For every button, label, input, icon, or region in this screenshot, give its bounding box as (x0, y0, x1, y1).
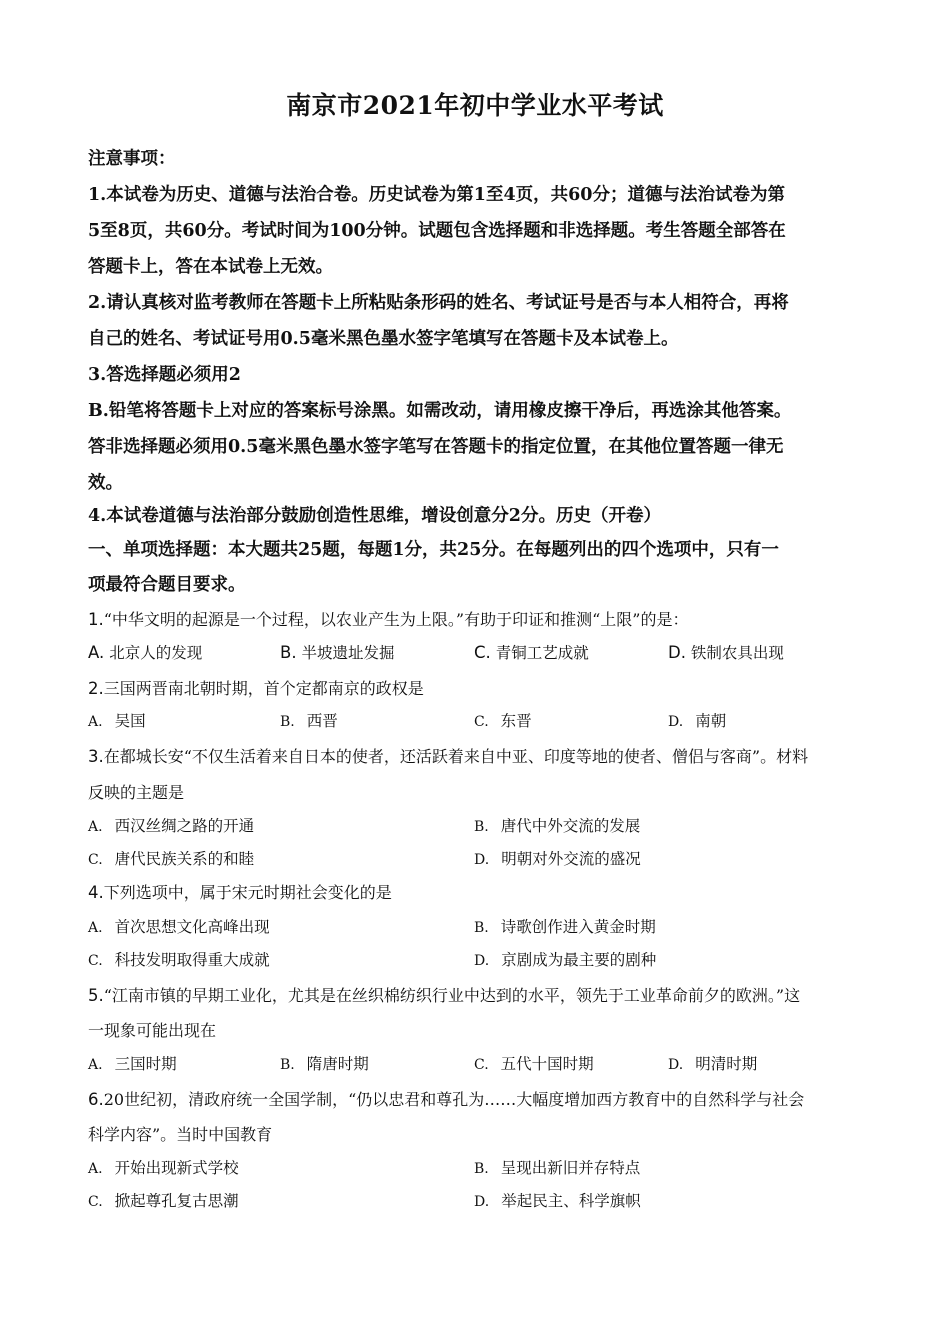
notice-line: 4.本试卷道德与法治部分鼓励创造性思维，增设创意分2分。历史（开卷） (88, 506, 661, 526)
option-letter: A. (88, 819, 103, 835)
option-text: 明清时期 (695, 1055, 758, 1073)
question-text: 20世纪初，清政府统一全国学制，“仍以忠君和尊孔为……大幅度增加西方教育中的自然科学与社会 (103, 1090, 805, 1109)
option-letter: D. (474, 852, 490, 868)
question-text: 下列选项中，属于宋元时期社会变化的是 (103, 883, 392, 902)
option-letter: B. (280, 714, 295, 730)
question-1-option-a (88, 638, 202, 668)
option-letter: A. (88, 1161, 103, 1177)
question-text: 三国两晋南北朝时期，首个定都南京的政权是 (103, 679, 424, 698)
question-6-stem-cont: 科学内容”。当时中国教育 (88, 1125, 273, 1144)
option-letter: A. (88, 1057, 103, 1073)
notice-line: 1.本试卷为历史、道德与法治合卷。历史试卷为第1至4页，共60分；道德与法治试卷为第 (88, 185, 785, 205)
option-letter: D. (474, 1194, 490, 1210)
notice-line: 自己的姓名、考试证号用0.5毫米黑色墨水签字笔填写在答题卡及本试卷上。 (88, 329, 679, 349)
option-text: 五代十国时期 (500, 1055, 594, 1073)
question-6-option-b (474, 1153, 640, 1184)
option-text: 铁制农具出现 (690, 644, 784, 662)
option-text: 南朝 (695, 712, 727, 730)
option-text: 明朝对外交流的盛况 (501, 850, 641, 868)
question-5-stem-cont: 一现象可能出现在 (88, 1021, 217, 1040)
option-text: 西晋 (306, 712, 338, 730)
option-text: 诗歌创作进入黄金时期 (500, 918, 656, 936)
question-number: 6. (88, 1090, 104, 1109)
option-letter: C. (474, 1057, 489, 1073)
option-letter: B. (280, 643, 297, 662)
option-text: 隋唐时期 (306, 1055, 369, 1073)
question-1-option-d (668, 638, 784, 668)
option-text: 举起民主、科学旗帜 (501, 1192, 641, 1210)
question-number: 1. (88, 610, 104, 629)
question-3-stem (88, 740, 878, 774)
option-text: 京剧成为最主要的剧种 (501, 951, 657, 969)
question-1-option-c (474, 638, 589, 668)
question-4-option-d (474, 945, 656, 976)
notice-line: 答非选择题必须用0.5毫米黑色墨水签字笔写在答题卡的指定位置，在其他位置答题一律无 (88, 437, 784, 457)
notice-line: 5至8页，共60分。考试时间为100分钟。试题包含选择题和非选择题。考生答题全部答在 (88, 221, 786, 241)
question-6-option-c (88, 1186, 239, 1217)
question-3-option-c (88, 844, 254, 875)
question-text: “中华文明的起源是一个过程，以农业产生为上限。”有助于印证和推测“上限”的是： (103, 610, 689, 629)
option-letter: C. (88, 852, 103, 868)
option-text: 半坡遗址发掘 (301, 644, 395, 662)
question-text: “江南市镇的早期工业化，尤其是在丝织棉纺织行业中达到的水平，领先于工业革命前夕的欧洲。”这 (103, 986, 801, 1005)
option-letter: C. (474, 714, 489, 730)
question-number: 4. (88, 883, 104, 902)
option-letter: C. (88, 953, 103, 969)
option-letter: D. (668, 1057, 684, 1073)
option-letter: D. (668, 643, 686, 662)
question-5-option-a (88, 1049, 177, 1080)
question-4-stem (88, 876, 878, 910)
notice-line: 3.答选择题必须用2 (88, 365, 241, 385)
question-5-option-d (668, 1049, 757, 1080)
option-letter: B. (474, 1161, 489, 1177)
question-2-option-b (280, 706, 338, 737)
option-text: 科技发明取得重大成就 (114, 951, 270, 969)
option-text: 首次思想文化高峰出现 (114, 918, 270, 936)
option-letter: D. (668, 714, 684, 730)
question-6-option-d (474, 1186, 641, 1217)
option-text: 吴国 (114, 712, 146, 730)
option-text: 唐代中外交流的发展 (500, 817, 641, 835)
question-1-stem (88, 603, 878, 637)
question-5-stem (88, 979, 878, 1013)
option-text: 东晋 (500, 712, 532, 730)
question-4-option-a (88, 912, 270, 943)
question-3-option-a (88, 811, 254, 842)
section-heading-cont: 项最符合题目要求。 (88, 575, 246, 595)
option-text: 西汉丝绸之路的开通 (114, 817, 255, 835)
option-text: 北京人的发现 (109, 644, 203, 662)
question-number: 5. (88, 986, 104, 1005)
option-text: 三国时期 (114, 1055, 177, 1073)
option-text: 开始出现新式学校 (114, 1159, 239, 1177)
exam-title: 南京市2021年初中学业水平考试 (286, 91, 664, 120)
question-2-option-c (474, 706, 532, 737)
question-3-option-d (474, 844, 641, 875)
question-2-stem (88, 672, 878, 706)
option-letter: B. (474, 819, 489, 835)
option-letter: B. (280, 1057, 295, 1073)
option-text: 呈现出新旧并存特点 (500, 1159, 641, 1177)
question-4-option-b (474, 912, 656, 943)
notice-line: 2.请认真核对监考教师在答题卡上所粘贴条形码的姓名、考试证号是否与本人相符合，再将 (88, 293, 789, 313)
option-letter: B. (474, 920, 489, 936)
notice-line: 答题卡上，答在本试卷上无效。 (88, 257, 333, 277)
question-3-option-b (474, 811, 640, 842)
question-6-option-a (88, 1153, 239, 1184)
option-letter: D. (474, 953, 490, 969)
option-text: 青铜工艺成就 (495, 644, 589, 662)
question-5-option-b (280, 1049, 369, 1080)
option-letter: A. (88, 643, 105, 662)
option-letter: C. (88, 1194, 103, 1210)
option-text: 唐代民族关系的和睦 (114, 850, 255, 868)
option-letter: A. (88, 920, 103, 936)
question-2-option-d (668, 706, 726, 737)
option-letter: C. (474, 643, 491, 662)
question-5-option-c (474, 1049, 594, 1080)
notice-line: 效。 (88, 473, 123, 493)
option-text: 掀起尊孔复古思潮 (114, 1192, 239, 1210)
question-3-stem-cont: 反映的主题是 (88, 783, 185, 802)
question-number: 2. (88, 679, 104, 698)
question-text: 在都城长安“不仅生活着来自日本的使者，还活跃着来自中亚、印度等地的使者、僧侣与客商”。材料 (103, 747, 809, 766)
option-letter: A. (88, 714, 103, 730)
question-1-option-b (280, 638, 395, 668)
question-number: 3. (88, 747, 104, 766)
question-2-option-a (88, 706, 146, 737)
notice-heading: 注意事项： (88, 149, 176, 169)
section-heading: 一、单项选择题：本大题共25题，每题1分，共25分。在每题列出的四个选项中，只有一 (88, 540, 779, 560)
question-4-option-c (88, 945, 270, 976)
question-6-stem (88, 1083, 878, 1117)
notice-line: B.铅笔将答题卡上对应的答案标号涂黑。如需改动，请用橡皮擦干净后，再选涂其他答案。 (88, 401, 792, 421)
